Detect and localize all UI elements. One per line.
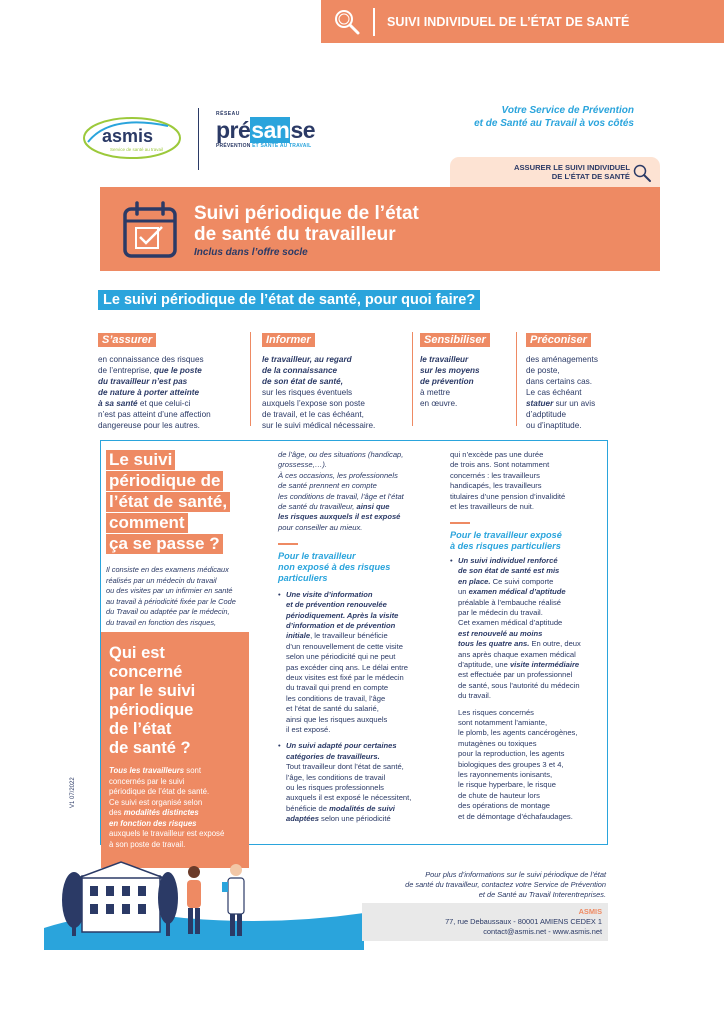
text-line: dans certains cas. xyxy=(526,377,592,386)
page-title-line1: Suivi périodique de l’état xyxy=(194,203,419,224)
address-box xyxy=(362,903,608,941)
who-heading-line: de l’état xyxy=(109,720,172,738)
text-line: de santé du travailleur, contactez votre Service de Prévention xyxy=(405,880,606,889)
page-title xyxy=(194,203,419,245)
column-separator xyxy=(250,332,251,426)
tab-badge-text xyxy=(514,163,630,181)
text-line: sont notamment l’amiante, xyxy=(458,718,548,728)
text-emphasis: les risques auxquels il est exposé xyxy=(278,512,401,522)
text-line: le plomb, les agents cancérogènes, xyxy=(458,728,578,738)
non-exposed-subhead xyxy=(278,551,426,584)
column-body xyxy=(526,354,626,431)
column-preconiser xyxy=(526,330,626,431)
subhead-line: Pour le travailleur exposé xyxy=(450,529,562,540)
magnifier-icon xyxy=(632,163,652,188)
text-line: auxquels il est exposé le nécessitent, xyxy=(286,793,412,803)
banner-separator xyxy=(373,8,375,36)
top-banner xyxy=(321,0,724,43)
text-emphasis: examen médical d’aptitude xyxy=(468,587,566,597)
how-heading-line: Le suivi xyxy=(106,450,175,470)
text-line: concernés : les travailleurs xyxy=(450,470,540,480)
text-line: Le cas échéant xyxy=(526,388,582,397)
text-emphasis: modalités distinctes xyxy=(123,808,199,817)
text-line: réalisés par un médecin du travail xyxy=(106,575,217,585)
text-line: les conditions de travail, l’âge xyxy=(286,693,386,703)
text-line: d’un renouvellement de cette visite xyxy=(286,641,403,651)
text-line xyxy=(286,814,426,824)
text-emphasis: Tous les travailleurs xyxy=(109,766,185,775)
text-line: • Une visite d’information xyxy=(286,589,373,599)
text-line xyxy=(286,631,426,641)
text-line: auxquels l’expose son poste xyxy=(262,399,365,408)
section-dash xyxy=(278,543,298,545)
text-line: mutagènes ou toxiques xyxy=(458,738,537,748)
text-span: de santé du travailleur, xyxy=(278,502,357,512)
presanse-sub-b: ET SANTÉ AU TRAVAIL xyxy=(252,143,312,149)
text-line: des opérations de montage xyxy=(458,801,551,811)
who-heading-line: concerné xyxy=(109,663,183,681)
text-line xyxy=(109,766,241,777)
text-line: pour la reproduction, les agents xyxy=(458,749,565,759)
text-line: périodiquement. Après la visite xyxy=(286,610,399,620)
text-line: • Un suivi individuel renforcé xyxy=(458,555,558,565)
text-line: catégories de travailleurs. xyxy=(286,751,380,761)
column-informer xyxy=(262,330,412,431)
text-line: de l’âge, ou des situations (handicap, xyxy=(278,450,404,459)
text-line: préalable à l’embauche réalisé xyxy=(458,597,562,607)
who-heading-line: Qui est xyxy=(109,644,165,662)
presanse-reseau: RÉSEAU xyxy=(216,111,240,117)
text-line: sur les risques éventuels xyxy=(262,388,353,397)
text-line: grossesse,…). xyxy=(278,460,327,470)
presanse-sub xyxy=(216,143,336,149)
text-line: selon une périodicité qui ne peut xyxy=(286,652,396,662)
text-line: par le médecin du travail. xyxy=(458,607,543,617)
exposed-subhead xyxy=(450,530,600,552)
text-line xyxy=(98,398,258,409)
text-line xyxy=(278,502,426,512)
text-line: d’adptitude xyxy=(526,410,567,419)
subhead-line: non exposé à des risques xyxy=(278,561,391,572)
text-line: deux visites est fixé par le médecin xyxy=(286,673,404,682)
text-emphasis: que le poste xyxy=(153,366,202,375)
column-separator xyxy=(516,332,517,426)
text-line: d’information et de prévention xyxy=(286,620,396,630)
text-span: de l’entreprise, xyxy=(98,366,154,375)
text-span: bénéficie de xyxy=(286,803,330,813)
text-line: ou des visites par un infirmier en santé xyxy=(106,586,233,595)
text-line: et l’état de santé du salarié, xyxy=(286,704,379,714)
column-body xyxy=(98,354,258,431)
section-dash xyxy=(450,522,470,524)
column-sensibiliser xyxy=(420,330,515,409)
text-line: à mettre xyxy=(420,388,451,397)
text-line: du Travail ou adaptée par le médecin, xyxy=(106,607,230,616)
text-span: , le travailleur bénéficie xyxy=(310,631,388,641)
text-emphasis: visite intermédiaire xyxy=(509,660,580,669)
exposed-list xyxy=(450,556,600,702)
who-concerned-box xyxy=(101,632,249,868)
list-item xyxy=(450,556,600,702)
text-line xyxy=(458,587,600,597)
footer-org-name: ASMIS xyxy=(578,907,602,916)
service-tagline xyxy=(354,104,634,130)
calendar-check-icon xyxy=(122,201,178,264)
presanse-san: san xyxy=(251,117,290,143)
asmis-logo-sub: Service de santé au travail xyxy=(110,147,164,152)
text-line: de trois ans. Sont notamment xyxy=(450,460,550,470)
text-line: de son état de santé, xyxy=(262,377,343,386)
text-line: ou d’inaptitude. xyxy=(526,421,582,430)
text-line xyxy=(109,808,241,819)
subhead-line: à des risques particuliers xyxy=(450,540,561,551)
column-body xyxy=(420,354,515,409)
text-line: dangereuse pour les autres. xyxy=(98,421,200,430)
risks-paragraph xyxy=(450,708,600,822)
text-line: les rayonnements ionisants, xyxy=(458,770,553,780)
who-heading-line: de santé ? xyxy=(109,739,191,757)
text-line: le travailleur, au regard xyxy=(262,355,352,364)
how-section xyxy=(106,450,236,628)
text-line: du travailleur n’est pas xyxy=(98,377,188,386)
presanse-word xyxy=(216,117,336,143)
column-separator xyxy=(412,332,413,426)
middle-column xyxy=(278,450,426,831)
banner-title: SUIVI INDIVIDUEL DE L’ÉTAT DE SANTÉ xyxy=(387,14,630,29)
text-line: Cet examen médical d’aptitude xyxy=(458,618,563,628)
text-line: ainsi que les risques auxquels xyxy=(286,714,388,724)
column-tag: Préconiser xyxy=(526,333,591,347)
text-line: et de Santé au Travail Interentreprises. xyxy=(478,890,606,899)
text-span: Ce suivi comporte xyxy=(490,576,554,586)
text-line: de chute de hauteur lors xyxy=(458,790,540,800)
logo-divider xyxy=(198,108,199,170)
text-line: des aménagements xyxy=(526,355,598,364)
how-lead xyxy=(106,565,256,628)
text-line: auxquels le travailleur est exposé xyxy=(109,829,225,838)
text-line: Les risques concernés xyxy=(458,707,534,717)
text-line: sur les moyens xyxy=(420,366,480,375)
text-line: Ce suivi est organisé selon xyxy=(109,797,203,807)
text-emphasis: tous les quatre ans. xyxy=(458,639,530,649)
text-line: est effectuée par un professionnel xyxy=(458,670,573,680)
text-line: et de démontage d’échafaudages. xyxy=(458,811,573,821)
text-line: handicapés, les travailleurs xyxy=(450,481,542,491)
middle-intro xyxy=(278,450,426,533)
text-emphasis: modalités de suivi xyxy=(329,803,395,813)
question-heading: Le suivi périodique de l’état de santé, pour quoi faire? xyxy=(98,290,480,310)
text-line: il est exposé. xyxy=(286,725,331,735)
version-label: V1 07/2022 xyxy=(70,777,76,808)
text-line: Tout travailleur dont l’état de santé, xyxy=(286,762,404,772)
footer-note xyxy=(360,870,606,900)
text-line: sur le suivi médical nécessaire. xyxy=(262,421,376,430)
service-tagline-line2: et de Santé au Travail à vos côtés xyxy=(474,118,634,129)
text-line: • Un suivi adapté pour certaines xyxy=(286,741,397,751)
column-tag: S’assurer xyxy=(98,333,156,347)
asmis-logo-name: asmis xyxy=(102,126,154,146)
text-emphasis: en fonction des risques xyxy=(109,818,197,828)
text-line: de poste, xyxy=(526,366,560,375)
asmis-logo xyxy=(80,112,185,164)
subhead-line: particuliers xyxy=(278,572,328,583)
text-line: et de prévention renouvelée xyxy=(286,600,387,610)
text-line: À ces occasions, les professionnels xyxy=(278,470,398,480)
text-span: selon une périodicité xyxy=(318,814,391,824)
header-band xyxy=(100,187,660,271)
text-span: un xyxy=(458,587,469,597)
right-intro xyxy=(450,450,600,512)
how-heading-line: périodique de xyxy=(106,471,223,491)
text-emphasis: initiale xyxy=(286,631,311,641)
column-tag: Informer xyxy=(262,333,315,347)
tab-badge-line1: ASSURER LE SUIVI INDIVIDUEL xyxy=(513,163,630,172)
text-line: pas excéder cinq ans. Le délai entre xyxy=(286,662,409,672)
text-line: de son état de santé est mis xyxy=(458,566,560,576)
text-line: ou les risques professionnels xyxy=(286,783,384,793)
text-emphasis: en place. xyxy=(458,576,491,586)
presanse-sub-a: PRÉVENTION xyxy=(216,143,251,149)
who-heading-line: par le suivi xyxy=(109,682,196,700)
text-line: du travail en fonction des risques, xyxy=(106,617,217,627)
search-icon xyxy=(321,0,373,43)
text-line xyxy=(526,398,626,409)
text-line: du travail. xyxy=(458,691,491,701)
text-line: périodique de l’état de santé. xyxy=(109,787,210,796)
text-line: de prévention xyxy=(420,377,474,386)
text-line: est renouvelé au moins xyxy=(458,628,543,638)
text-line: de santé prennent en compte xyxy=(278,481,377,491)
text-line: en œuvre. xyxy=(420,399,458,408)
text-line: n’est pas atteint d’une affection xyxy=(98,410,211,419)
text-line: de nature à porter atteinte xyxy=(98,388,200,397)
text-line xyxy=(458,577,600,587)
text-line: ans après chaque examen médical xyxy=(458,649,576,659)
section-tab-badge xyxy=(450,157,660,187)
text-line: titulaires d’une pension d’invalidité xyxy=(450,491,566,501)
presanse-se: se xyxy=(290,117,316,143)
text-line xyxy=(98,365,258,376)
text-line: de la connaissance xyxy=(262,366,338,375)
how-heading-line: ça se passe ? xyxy=(106,534,223,554)
text-line: pour conseiller au mieux. xyxy=(278,522,363,532)
how-heading-line: comment xyxy=(106,513,188,533)
column-sassurer xyxy=(98,330,258,431)
text-line xyxy=(286,804,426,814)
text-span: d’aptitude, une xyxy=(458,660,510,669)
presanse-logo xyxy=(216,111,336,163)
text-emphasis: statuer xyxy=(526,399,554,408)
text-line: à son poste de travail. xyxy=(109,839,186,849)
subhead-line: Pour le travailleur xyxy=(278,550,356,561)
text-line: au travail à périodicité fixée par le Code xyxy=(106,596,236,606)
text-span: sur un avis xyxy=(553,399,596,408)
list-item xyxy=(278,590,426,736)
text-line: l’âge, les conditions de travail xyxy=(286,772,386,782)
text-line: le travailleur xyxy=(420,355,469,364)
who-heading-line: périodique xyxy=(109,701,194,719)
text-line: en connaissance des risques xyxy=(98,355,204,364)
illustration xyxy=(44,858,364,950)
text-emphasis: à sa santé xyxy=(98,399,138,408)
text-line: biologiques des groupes 3 et 4, xyxy=(458,759,564,769)
service-tagline-line1: Votre Service de Prévention xyxy=(501,105,634,116)
footer-address: 77, rue Debaussaux - 80001 AMIENS CEDEX 1 xyxy=(445,917,602,926)
text-line: de travail, et le cas échéant, xyxy=(262,410,364,419)
text-line: Il consiste en des examens médicaux xyxy=(106,565,229,574)
text-line: qui n’excède pas une durée xyxy=(450,450,544,459)
right-column xyxy=(450,450,600,822)
text-span: sont xyxy=(184,766,202,775)
who-body xyxy=(109,766,241,850)
list-item xyxy=(278,741,426,824)
text-span: et que celui-ci xyxy=(137,399,191,408)
text-line: les conditions de travail, l’âge et l’état xyxy=(278,491,404,501)
text-emphasis: adaptées xyxy=(286,814,319,824)
text-line: concernés par le suivi xyxy=(109,776,185,786)
text-line: du travail qui prend en compte xyxy=(286,683,389,693)
text-line: le risque hyperbare, le risque xyxy=(458,780,556,790)
text-span: des xyxy=(109,808,124,817)
how-heading xyxy=(106,450,236,555)
footer-contact-link[interactable]: contact@asmis.net - www.asmis.net xyxy=(483,927,602,936)
column-tag: Sensibiliser xyxy=(420,333,490,347)
text-line xyxy=(458,660,600,670)
text-emphasis: ainsi que xyxy=(356,502,390,512)
text-line xyxy=(458,639,600,649)
page-subtitle: Inclus dans l’offre socle xyxy=(194,247,308,258)
text-line: de santé, sous l’autorité du médecin xyxy=(458,680,580,690)
presanse-pre: pré xyxy=(216,117,251,143)
text-span: En outre, deux xyxy=(529,639,581,649)
how-heading-line: l’état de santé, xyxy=(106,492,230,512)
page-title-line2: de santé du travailleur xyxy=(194,224,396,245)
column-body xyxy=(262,354,412,431)
non-exposed-list xyxy=(278,590,426,825)
text-line: Pour plus d’informations sur le suivi périodique de l’état xyxy=(425,870,606,879)
tab-badge-line2: DE L’ÉTAT DE SANTÉ xyxy=(551,172,630,181)
text-line: et les travailleurs de nuit. xyxy=(450,502,534,512)
